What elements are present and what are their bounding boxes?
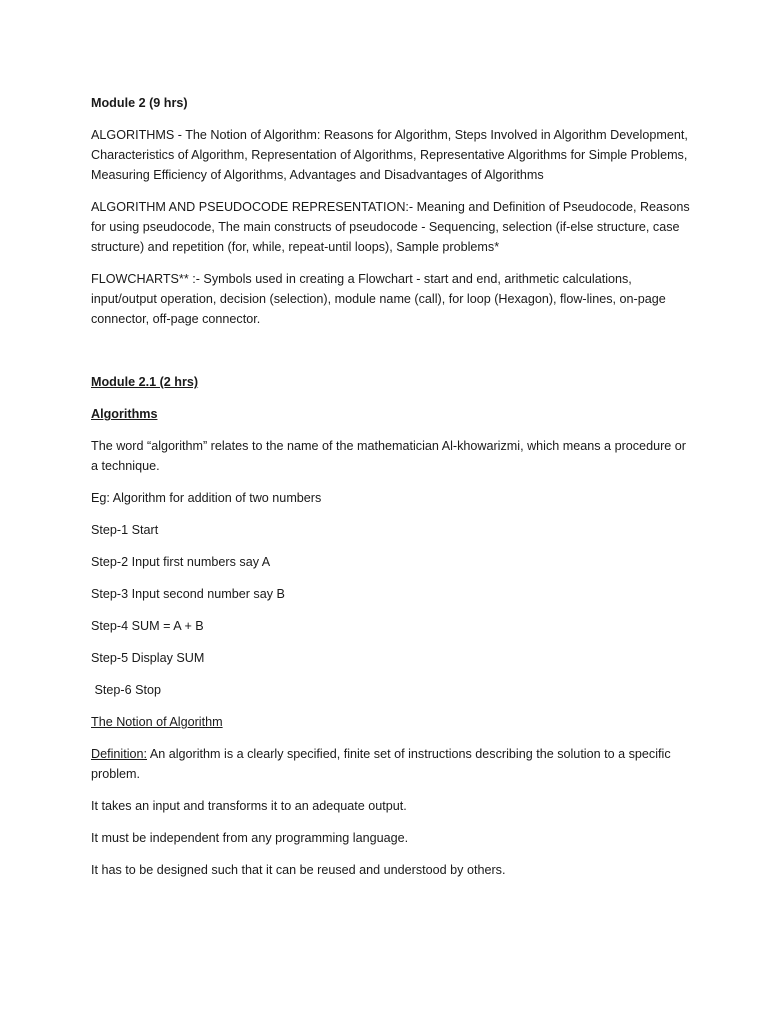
step-item: Step-4 SUM = A + B <box>91 619 204 633</box>
algorithm-point: It takes an input and transforms it to an adequate output. <box>91 799 407 813</box>
step-item: Step-3 Input second number say B <box>91 587 285 601</box>
module-2-1-heading: Module 2.1 (2 hrs) <box>91 375 199 389</box>
step-item: Step-2 Input first numbers say A <box>91 555 271 569</box>
definition-paragraph <box>91 744 691 784</box>
algorithms-subheading: Algorithms <box>91 407 158 421</box>
definition-label: Definition: <box>91 747 148 761</box>
algorithm-point: It must be independent from any programming language. <box>91 831 409 845</box>
algorithm-point: It has to be designed such that it can be reused and understood by others. <box>91 863 506 877</box>
example-title: Eg: Algorithm for addition of two numbers <box>91 491 322 505</box>
algorithm-intro-paragraph: The word “algorithm” relates to the name of the mathematician Al-khowarizmi, which means a procedure or a technique. <box>91 439 686 473</box>
algorithms-paragraph: ALGORITHMS - The Notion of Algorithm: Reasons for Algorithm, Steps Involved in Algorithm Development, Characteristics of Algorithm, Representation of Algorithms, Representative Algorithms for Simple Problems, Measuring Efficiency of Algorithms, Advantages and Disadvantages of Algorithms <box>91 128 688 182</box>
step-item: Step-1 Start <box>91 523 159 537</box>
module-2-heading: Module 2 (9 hrs) <box>91 96 188 110</box>
step-item: Step-6 Stop <box>91 683 162 697</box>
document-page <box>91 93 691 880</box>
definition-text: An algorithm is a clearly specified, finite set of instructions describing the solution to a specific problem. <box>91 747 671 781</box>
step-item: Step-5 Display SUM <box>91 651 205 665</box>
notion-heading: The Notion of Algorithm <box>91 715 223 729</box>
flowcharts-paragraph: FLOWCHARTS** :- Symbols used in creating a Flowchart - start and end, arithmetic calculations, input/output operation, decision (selection), module name (call), for loop (Hexagon), flow-lines, on-page connector, off-page connector. <box>91 272 666 326</box>
pseudocode-paragraph: ALGORITHM AND PSEUDOCODE REPRESENTATION:- Meaning and Definition of Pseudocode, Reasons for using pseudocode, The main constructs of pseudocode - Sequencing, selection (if-else structure, case structure) and repetition (for, while, repeat-until loops), Sample problems* <box>91 200 690 254</box>
